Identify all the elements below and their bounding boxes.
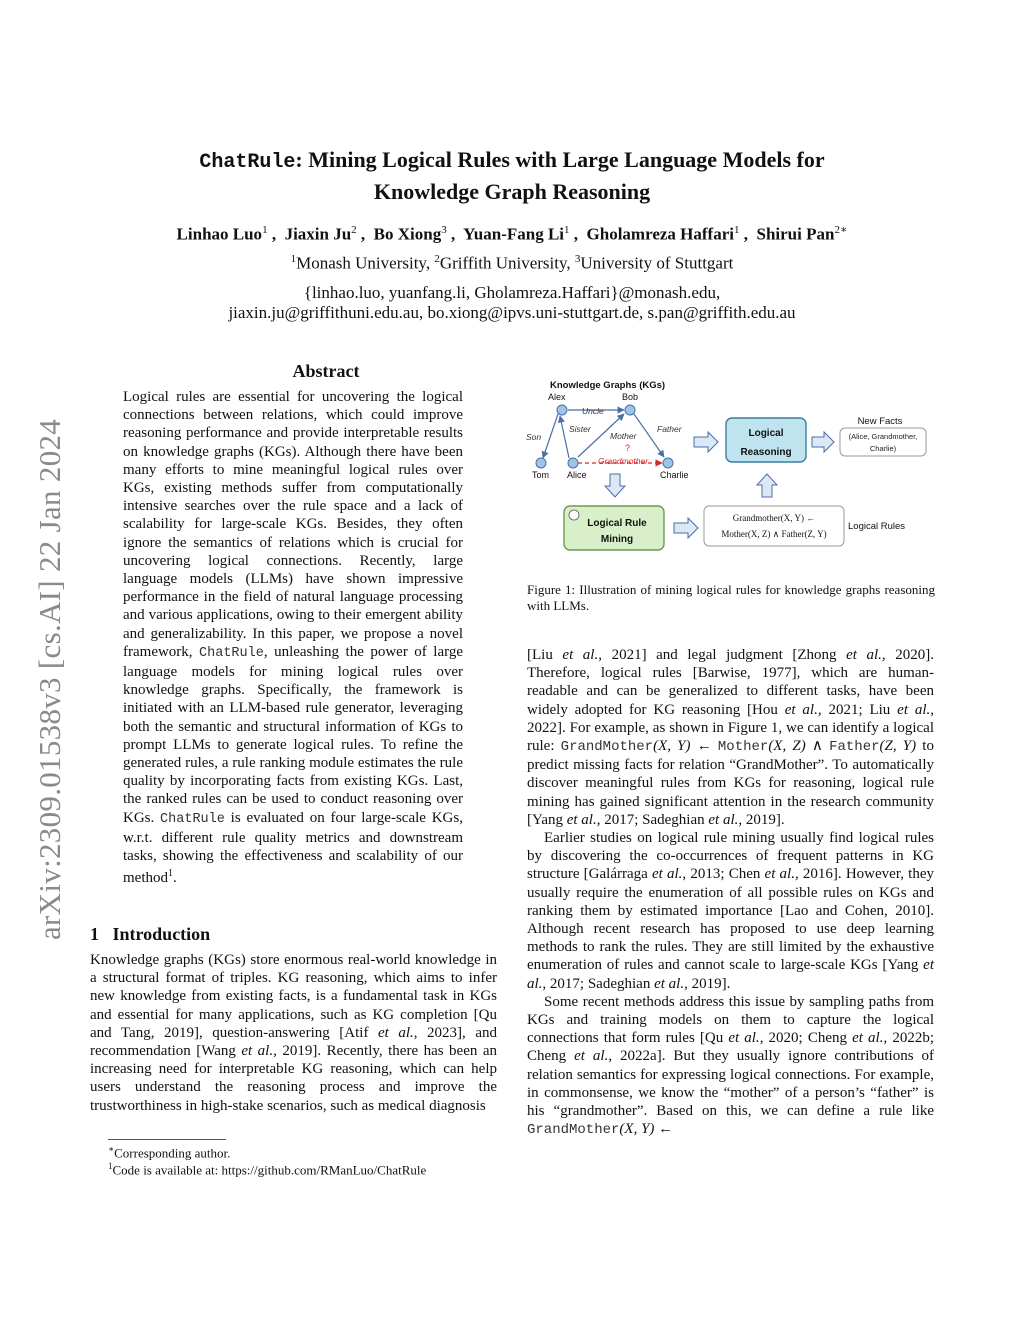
figure-kg-heading: Knowledge Graphs (KGs): [550, 380, 666, 391]
title-line2: Knowledge Graph Reasoning: [373, 179, 651, 204]
arrow-to-new-facts: [812, 432, 834, 452]
text-part: , 2022b; Cheng: [527, 1030, 934, 1065]
author-name: Gholamreza Haffari: [586, 224, 734, 244]
author-name: Shirui Pan: [756, 224, 835, 244]
abstract-text: [123, 388, 463, 887]
text-part: , 2019].: [684, 975, 731, 992]
node-alice: [568, 458, 578, 468]
et-al: et al.: [654, 975, 685, 992]
intro-part: , 2023], and recommendation [Wang: [90, 1024, 497, 1060]
title-line1: : Mining Logical Rules with Large Language Models for: [295, 147, 825, 172]
text-part: to predict missing facts for relation “GrandMother”. To automatically discover meaningful rules from KGs for reasoning, logical rule mining has gained significant attention in the research community [Yang: [527, 738, 934, 828]
text-part: [Liu: [527, 647, 563, 663]
text-part: , 2021; Liu: [817, 701, 898, 718]
node-label-charlie: Charlie: [660, 470, 689, 480]
text-part: , 2020; Cheng: [759, 1030, 853, 1047]
node-label-alex: Alex: [548, 392, 566, 402]
affil-sup: 1: [290, 253, 297, 265]
abstract-part: is evaluated on four large-scale KGs, w.r.t. different rule quality metrics and downstream tasks, showing the effectiveness and scalability of our method: [123, 809, 463, 887]
affil-sup: 3: [574, 253, 581, 265]
et-al: et al.: [846, 647, 882, 663]
author-sup: 3: [441, 224, 447, 236]
figure-1-caption: Figure 1: Illustration of mining logical rules for knowledge graphs reasoning with LLMs.: [527, 582, 935, 613]
rule-line1: Grandmother(X, Y) ←: [732, 513, 816, 523]
footnote-mark: ∗: [108, 1144, 115, 1154]
et-al: et al.: [377, 1024, 414, 1041]
abstract-part: .: [173, 870, 177, 887]
affil-sup: 2: [434, 253, 440, 265]
affiliations: [0, 253, 1024, 274]
et-al: et al.: [527, 957, 934, 992]
abstract-code: ChatRule: [199, 645, 264, 661]
logical-rules-label: Logical Rules: [848, 521, 906, 532]
et-al: et al.: [566, 811, 597, 828]
text-part: , 2020]. Therefore, logical rules [Barwise, 1977], which are human-readable and can be generalized to different tasks, have been widely adopted for KG reasoning [Hou: [527, 647, 934, 718]
author-sup: 1: [564, 224, 570, 236]
arrow-to-reasoning: [694, 432, 718, 452]
rule-args: (X, Y) ←: [619, 1121, 674, 1138]
author-name: Bo Xiong: [373, 224, 442, 244]
author-name: Jiaxin Ju: [284, 224, 352, 244]
et-al: et al.: [764, 866, 795, 883]
node-tom: [536, 458, 546, 468]
arrow-up-to-reasoning: [757, 474, 777, 497]
relation-name: GrandMother: [527, 1122, 620, 1139]
edge-label-question: ?: [625, 443, 631, 453]
edge-sister: [560, 416, 569, 458]
author-name: Yuan-Fang Li: [463, 224, 565, 244]
logical-reasoning-line2: Reasoning: [740, 447, 792, 458]
node-label-tom: Tom: [532, 470, 550, 480]
rule-args: (X, Y) ←: [653, 738, 718, 755]
paper-title: [0, 145, 1024, 206]
et-al: et al.: [562, 647, 599, 663]
edge-label-uncle: Uncle: [582, 406, 604, 416]
text-part: , 2021] and legal judgment [Zhong: [598, 647, 847, 663]
text-part: , 2013; Chen: [682, 866, 765, 883]
footnote-divider: [108, 1139, 226, 1140]
edge-son: [543, 414, 558, 458]
rule-mining-line1: Logical Rule: [587, 518, 647, 529]
et-al: et al.: [241, 1043, 274, 1060]
introduction-text: [90, 951, 497, 1115]
abstract-heading: Abstract: [292, 361, 360, 381]
arrow-down-to-mining: [605, 474, 625, 497]
intro-part: Knowledge graphs (KGs) store enormous real-world knowledge in a structural format of triples. KG reasoning, which aims to infer new knowledge from existing facts, is a fundamental task in KGs and essential for many applications, such as KG completion [Qu and Tang, 2019], question-answering [Atif: [90, 952, 497, 1041]
paragraph: [527, 646, 934, 829]
text-part: Earlier studies on logical rule mining usually find logical rules by discovering the co-occurrences of frequent patterns in KG structure [Galárraga: [527, 830, 934, 883]
relation-name: Mother: [717, 739, 769, 756]
author-name: Linhao Luo: [176, 224, 263, 244]
author-sup: 1: [262, 224, 268, 236]
new-facts-line2: Charlie): [869, 444, 897, 453]
rule-args: (X, Z) ∧: [768, 738, 830, 755]
arrow-to-rules: [674, 518, 698, 538]
et-al: et al.: [852, 1030, 884, 1047]
openai-logo-icon: [569, 510, 579, 520]
rule-line2: Mother(X, Z) ∧ Father(Z, Y): [721, 529, 827, 539]
edge-label-father: Father: [657, 424, 682, 434]
node-label-bob: Bob: [622, 392, 639, 402]
new-facts-label: New Facts: [857, 416, 903, 427]
footnote-marker: 1: [168, 868, 173, 880]
edge-father: [634, 414, 664, 457]
new-facts-line1: (Alice, Grandmother,: [848, 432, 918, 441]
section-heading-introduction: 1 Introduction: [90, 924, 211, 944]
abstract-code: ChatRule: [160, 811, 225, 827]
affil-org: Monash University,: [296, 253, 435, 273]
email-line-2: jiaxin.ju@griffithuni.edu.au, bo.xiong@ipvs.uni-stuttgart.de, s.pan@griffith.edu.au: [228, 303, 796, 322]
node-charlie: [663, 458, 673, 468]
abstract-part: Logical rules are essential for uncovering the logical connections between relations, which could improve reasoning performance and provide interpretable results on knowledge graphs (KGs). Although there have been many efforts to mine meaningful logical rules over KGs, existing methods suffer from computationally intensive searches over the rule space and a lack of scalability for large-scale KGs. Besides, they often ignore the semantics of relations which is crucial for uncovering logical connections. Recently, large language models (LLMs) have shown impressive performance in the field of natural language processing and various applications, owing to their emergent ability and generalizability. In this paper, we propose a novel framework,: [123, 389, 463, 660]
text-part: , 2019].: [738, 811, 785, 828]
author-sup: 2: [351, 224, 357, 236]
affil-org: Griffith University,: [439, 253, 575, 273]
et-al: et al.: [784, 701, 818, 718]
edge-label-mother: Mother: [610, 431, 637, 441]
text-part: Some recent methods address this issue by sampling paths from KGs and training models on them to capture the logical connections that form rules [Qu: [527, 993, 934, 1047]
rule-box: [704, 506, 844, 546]
edge-label-sister: Sister: [569, 424, 591, 434]
et-al: et al.: [728, 1030, 760, 1047]
node-bob: [625, 405, 635, 415]
text-part: , 2017; Sadeghian: [596, 811, 709, 828]
et-al: et al.: [651, 866, 683, 883]
affil-org: University of Stuttgart: [580, 253, 734, 273]
edge-label-grandmother: Grandmother: [598, 456, 649, 466]
text-part: , 2022a]. But they usually ignore contributions of relation semantics for expressing logical connections. For example, in commonsense, we know the “mother” of a person’s “father” is his “grandmother”. Based on this, we can define a rule like: [527, 1048, 934, 1120]
node-label-alice: Alice: [567, 470, 587, 480]
et-al: et al.: [708, 811, 739, 828]
paragraph: [527, 829, 934, 993]
relation-name: Father: [829, 739, 880, 756]
footnote-mark: 1: [108, 1161, 113, 1171]
edge-label-son: Son: [526, 432, 542, 442]
author-list: Linhao Luo$^1$ , Jiaxin Ju$^2$ , Bo Xiong$^3$ , Yuan-Fang Li$^1$ , Gholamreza Haffari$^1$ , Shirui Pan$^{2∗}$: [176, 224, 848, 244]
paragraph: [527, 993, 934, 1140]
figure-1-diagram: [526, 370, 934, 566]
logical-reasoning-line1: Logical: [748, 428, 784, 439]
footnote-text: Code is available at: https://github.com/RManLuo/ChatRule: [112, 1162, 427, 1178]
et-al: et al.: [897, 701, 931, 718]
title-code-name: ChatRule: [199, 151, 296, 174]
rule-mining-line2: Mining: [600, 534, 634, 545]
text-part: , 2016]. However, they usually require the enumeration of all possible rules on KGs and ranking them by estimated importance [Lao and Cohen, 2010]. Although recent research has proposed to use deep learning methods to rank the rules. They are still limited by the exhaustive enumeration of rules and cannot scale to large-scale KGs [Yang: [527, 866, 934, 974]
abstract-part: , unleashing the power of large language models for mining logical rules over knowledge graphs. Specifically, the framework is initiated with an LLM-based rule generator, leveraging both the semantic and structural information of KGs to prompt LLMs to generate logical rules. To refine the generated rules, a rule ranking module estimates the rule quality by incorporating facts from existing KGs. Last, the ranked rules can be used to conduct reasoning over KGs.: [123, 643, 463, 826]
right-column-text: [527, 646, 934, 1139]
author-sup: 2∗: [834, 224, 848, 236]
footnote: [108, 1144, 230, 1161]
footnote: [108, 1161, 426, 1178]
rule-args: (Z, Y): [879, 738, 917, 755]
footnote-text: Corresponding author.: [114, 1145, 231, 1161]
text-part: , 2017; Sadeghian: [542, 975, 655, 992]
author-sup: 1: [734, 224, 740, 236]
node-alex: [557, 405, 567, 415]
arxiv-identifier: arXiv:2309.01538v3 [cs.AI] 22 Jan 2024: [32, 418, 67, 940]
intro-part: , 2019]. Recently, there has been an increasing need for interpretable KG reasoning, which can help users understand the reasoning process and improve the trustworthiness in high-stake scenarios, such as medical diagnosis: [90, 1043, 498, 1114]
et-al: et al.: [574, 1048, 609, 1065]
email-line-1: {linhao.luo, yuanfang.li, Gholamreza.Haffari}@monash.edu,: [303, 283, 721, 302]
text-part: , 2022]. For example, as shown in Figure 1, we can identify a logical rule:: [527, 701, 935, 755]
relation-name: GrandMother: [560, 739, 654, 756]
